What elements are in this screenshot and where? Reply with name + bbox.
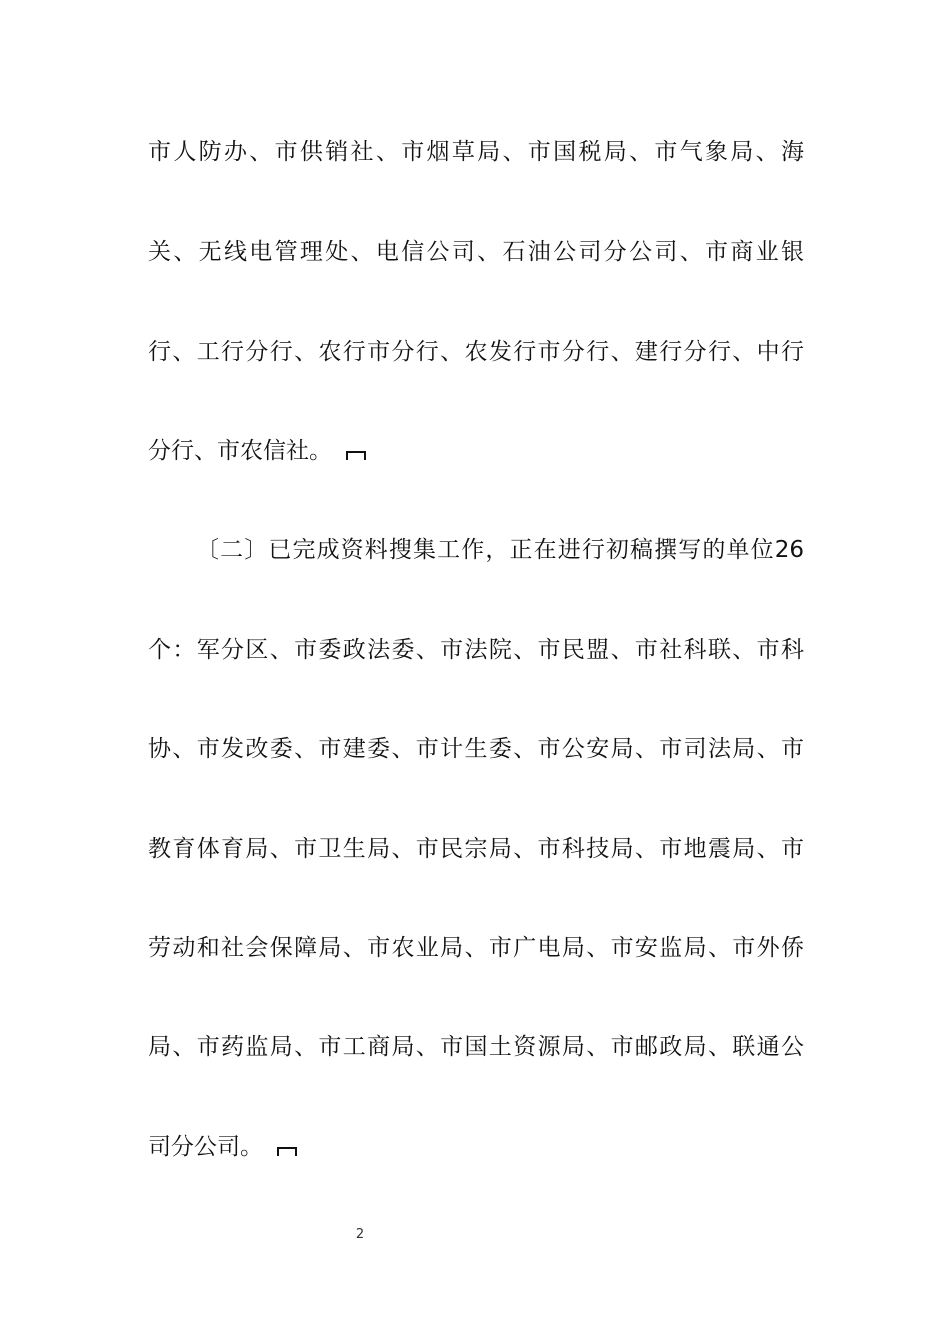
paragraph-2-line-5: 劳动和社会保障局、市农业局、市广电局、市安监局、市外侨 [148, 935, 804, 961]
paragraph-2-line-1: 〔二〕已完成资料搜集工作，正在进行初稿撰写的单位26 [196, 537, 804, 563]
paragraph-2-line-7 [148, 1127, 804, 1167]
paragraph-1-line-1: 市人防办、市供销社、市烟草局、市国税局、市气象局、海 [148, 139, 804, 165]
paragraph-2-line-6: 局、市药监局、市工商局、市国土资源局、市邮政局、联通公 [148, 1034, 804, 1060]
paragraph-end-mark [277, 1147, 297, 1156]
paragraph-1-line-4-text: 分行、市农信社。 [148, 438, 332, 464]
paragraph-2-line-3: 协、市发改委、市建委、市计生委、市公安局、市司法局、市 [148, 736, 804, 762]
page-number: 2 [355, 1227, 365, 1242]
paragraph-1-line-4 [148, 431, 804, 471]
paragraph-2-line-2: 个：军分区、市委政法委、市法院、市民盟、市社科联、市科 [148, 637, 804, 663]
paragraph-1-line-2: 关、无线电管理处、电信公司、石油公司分公司、市商业银 [148, 239, 804, 265]
paragraph-end-mark [346, 451, 366, 460]
paragraph-1-line-3: 行、工行分行、农行市分行、农发行市分行、建行分行、中行 [148, 339, 804, 365]
paragraph-2-line-4: 教育体育局、市卫生局、市民宗局、市科技局、市地震局、市 [148, 836, 804, 862]
paragraph-2-line-7-text: 司分公司。 [148, 1134, 263, 1160]
